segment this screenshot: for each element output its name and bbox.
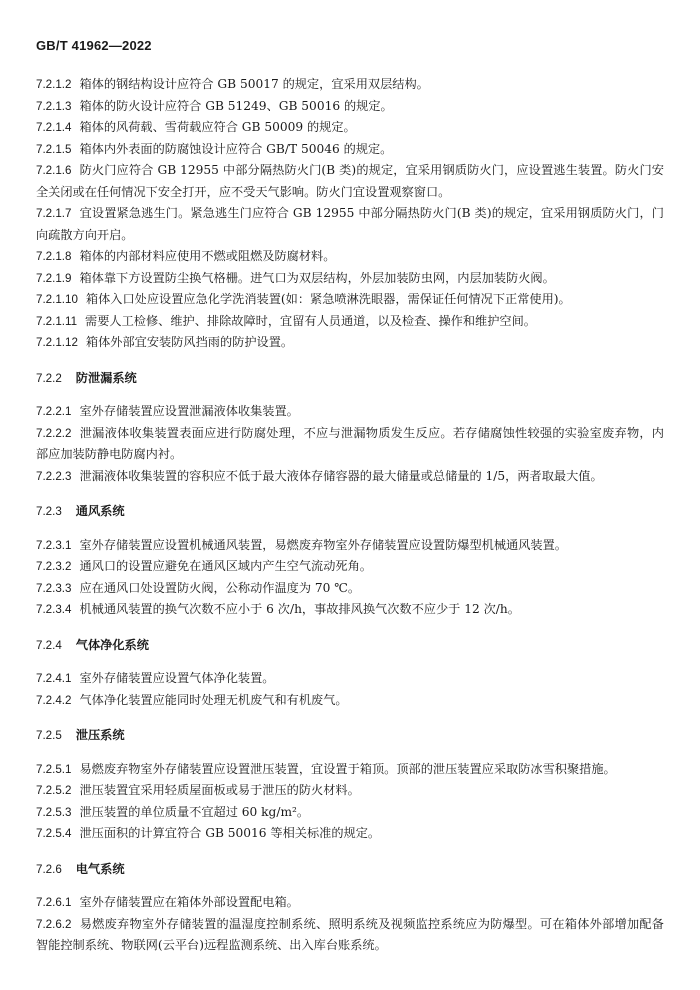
clause-text: 防火门应符合 GB 12955 中部分隔热防火门(B 类)的规定，宜采用钢质防火门，应设置逃生装置。防火门安全关闭或在任何情况下安全打开，应不受天气影响。防火门宜设置观察窗口。 bbox=[36, 163, 664, 199]
clause bbox=[36, 556, 664, 578]
clause bbox=[36, 160, 664, 203]
clause bbox=[36, 117, 664, 139]
clause-number: 7.2.2.1 bbox=[36, 405, 72, 418]
section-number: 7.2.2 bbox=[36, 371, 62, 385]
clause-text: 宜设置紧急逃生门。紧急逃生门应符合 GB 12955 中部分隔热防火门(B 类)的规定，宜采用钢质防火门，门向疏散方向开启。 bbox=[36, 206, 664, 242]
section-heading bbox=[36, 859, 664, 881]
clause-number: 7.2.1.11 bbox=[36, 314, 78, 328]
section-heading bbox=[36, 725, 664, 747]
clause-number: 7.2.3.1 bbox=[36, 538, 72, 552]
clause-number: 7.2.3.2 bbox=[36, 560, 72, 573]
clause-number: 7.2.5.3 bbox=[36, 805, 72, 819]
clause-text: 室外存储装置应在箱体外部设置配电箱。 bbox=[79, 895, 299, 909]
clause bbox=[36, 96, 664, 118]
clause-text: 箱体的风荷载、雪荷载应符合 GB 50009 的规定。 bbox=[79, 120, 356, 134]
clause bbox=[36, 780, 664, 802]
document-body bbox=[36, 74, 664, 957]
clause-number: 7.2.1.8 bbox=[36, 250, 72, 263]
clause bbox=[36, 268, 664, 290]
clause bbox=[36, 690, 664, 712]
clause bbox=[36, 892, 664, 914]
section-heading bbox=[36, 368, 664, 390]
section-7-2-4 bbox=[36, 635, 664, 712]
clause-text: 需要人工检修、维护、排除故障时，宜留有人员通道，以及检查、操作和维护空间。 bbox=[85, 313, 536, 328]
section-number: 7.2.4 bbox=[36, 638, 62, 652]
clause bbox=[36, 246, 664, 268]
clause-text: 易燃废弃物室外存储装置的温湿度控制系统、照明系统及视频监控系统应为防爆型。可在箱体外部增加配备智能控制系统、物联网(云平台)远程监测系统、出入库台账系统。 bbox=[36, 916, 664, 952]
clause-text: 应在通风口处设置防火阀，公称动作温度为 70 ℃。 bbox=[79, 580, 361, 595]
section-number: 7.2.6 bbox=[36, 862, 62, 876]
clause bbox=[36, 423, 664, 466]
clause bbox=[36, 311, 664, 333]
section-7-2-1-cont bbox=[36, 74, 664, 354]
section-number: 7.2.3 bbox=[36, 505, 62, 518]
clause bbox=[36, 759, 664, 781]
clause-text: 泄压装置的单位质量不宜超过 60 kg/m²。 bbox=[79, 804, 310, 819]
clause bbox=[36, 578, 664, 600]
section-7-2-2 bbox=[36, 368, 664, 488]
clause-number: 7.2.1.7 bbox=[36, 207, 72, 220]
section-7-2-3 bbox=[36, 501, 664, 621]
section-title: 防泄漏系统 bbox=[75, 370, 137, 385]
clause bbox=[36, 74, 664, 96]
clause-text: 箱体的钢结构设计应符合 GB 50017 的规定，宜采用双层结构。 bbox=[79, 77, 429, 91]
clause-number: 7.2.6.1 bbox=[36, 896, 72, 909]
clause-number: 7.2.3.4 bbox=[36, 603, 72, 616]
clause-number: 7.2.1.5 bbox=[36, 142, 72, 156]
clause bbox=[36, 823, 664, 845]
section-heading bbox=[36, 635, 664, 657]
clause-text: 气体净化装置应能同时处理无机废气和有机废气。 bbox=[79, 692, 348, 707]
section-7-2-6 bbox=[36, 859, 664, 957]
clause-number: 7.2.2.2 bbox=[36, 426, 72, 440]
clause-text: 箱体的内部材料应使用不燃或阻燃及防腐材料。 bbox=[79, 249, 336, 263]
clause-number: 7.2.5.2 bbox=[36, 784, 72, 797]
clause-number: 7.2.4.2 bbox=[36, 693, 72, 707]
clause-text: 通风口的设置应避免在通风区域内产生空气流动死角。 bbox=[79, 559, 372, 573]
clause bbox=[36, 139, 664, 161]
clause bbox=[36, 914, 664, 957]
clause-text: 箱体的防火设计应符合 GB 51249、GB 50016 的规定。 bbox=[79, 98, 393, 113]
clause bbox=[36, 289, 664, 311]
clause bbox=[36, 466, 664, 488]
clause-text: 箱体入口处应设置应急化学洗消装置(如：紧急喷淋洗眼器，需保证任何情况下正常使用)。 bbox=[85, 292, 571, 306]
clause bbox=[36, 203, 664, 246]
clause-number: 7.2.3.3 bbox=[36, 581, 72, 595]
clause-number: 7.2.1.4 bbox=[36, 121, 72, 134]
clause-text: 箱体外部宜安装防风挡雨的防护设置。 bbox=[85, 335, 294, 349]
clause bbox=[36, 535, 664, 557]
clause-text: 室外存储装置应设置泄漏液体收集装置。 bbox=[79, 404, 299, 418]
section-title: 通风系统 bbox=[75, 504, 125, 518]
clause bbox=[36, 802, 664, 824]
clause-number: 7.2.1.12 bbox=[36, 336, 78, 349]
clause bbox=[36, 668, 664, 690]
section-number: 7.2.5 bbox=[36, 729, 62, 742]
section-title: 泄压系统 bbox=[75, 728, 125, 742]
clause bbox=[36, 401, 664, 423]
section-title: 气体净化系统 bbox=[75, 637, 149, 652]
clause-text: 泄压面积的计算宜符合 GB 50016 等相关标准的规定。 bbox=[79, 826, 381, 840]
clause-number: 7.2.4.1 bbox=[36, 672, 72, 685]
clause-number: 7.2.1.9 bbox=[36, 271, 72, 285]
clause bbox=[36, 599, 664, 621]
clause-text: 室外存储装置应设置气体净化装置。 bbox=[79, 671, 275, 685]
clause-text: 泄漏液体收集装置的容积应不低于最大液体存储容器的最大储量或总储量的 1/5，两者取最大值。 bbox=[79, 468, 603, 483]
clause-number: 7.2.2.3 bbox=[36, 469, 72, 483]
clause-number: 7.2.1.6 bbox=[36, 164, 72, 177]
clause-number: 7.2.1.10 bbox=[36, 293, 78, 306]
clause-text: 箱体靠下方设置防尘换气格栅。进气口为双层结构，外层加装防虫网，内层加装防火阀。 bbox=[79, 270, 555, 285]
standard-code: GB/T 41962—2022 bbox=[36, 38, 152, 53]
clause-text: 室外存储装置应设置机械通风装置，易燃废弃物室外存储装置应设置防爆型机械通风装置。 bbox=[79, 537, 567, 552]
section-heading bbox=[36, 501, 664, 523]
section-7-2-5 bbox=[36, 725, 664, 845]
clause-text: 箱体内外表面的防腐蚀设计应符合 GB/T 50046 的规定。 bbox=[79, 141, 393, 156]
clause-number: 7.2.5.1 bbox=[36, 762, 72, 776]
clause-text: 机械通风装置的换气次数不应小于 6 次/h，事故排风换气次数不应少于 12 次/h。 bbox=[79, 602, 520, 616]
clause-number: 7.2.5.4 bbox=[36, 827, 72, 840]
section-title: 电气系统 bbox=[75, 861, 125, 876]
clause-number: 7.2.1.2 bbox=[36, 78, 72, 91]
clause-number: 7.2.6.2 bbox=[36, 917, 72, 931]
clause-text: 泄压装置宜采用轻质屋面板或易于泄压的防火材料。 bbox=[79, 783, 360, 797]
clause-text: 易燃废弃物室外存储装置应设置泄压装置，宜设置于箱顶。顶部的泄压装置应采取防冰雪积聚措施。 bbox=[79, 761, 616, 776]
clause-text: 泄漏液体收集装置表面应进行防腐处理，不应与泄漏物质发生反应。若存储腐蚀性较强的实验室废弃物，内部应加装防静电防腐内衬。 bbox=[36, 425, 664, 461]
clause bbox=[36, 332, 664, 354]
clause-number: 7.2.1.3 bbox=[36, 99, 72, 113]
